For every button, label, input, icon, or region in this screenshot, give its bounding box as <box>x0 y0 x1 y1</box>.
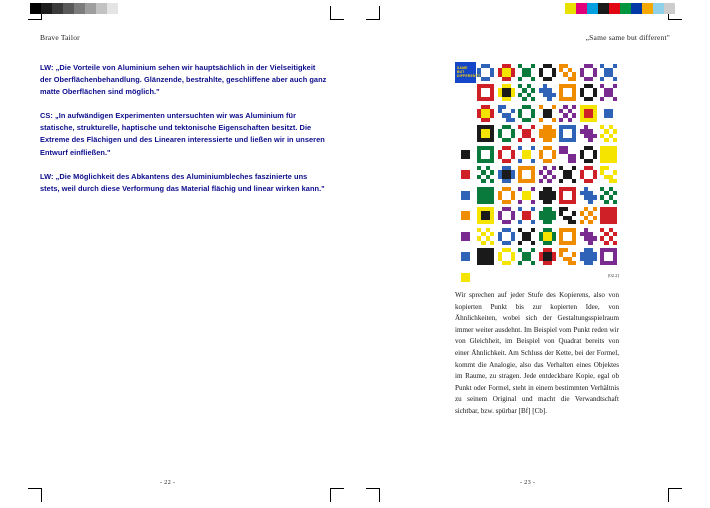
figure-badge-line: SAME <box>457 65 468 70</box>
pattern-tile <box>558 226 579 247</box>
pattern-grid-figure <box>455 62 619 288</box>
running-head-left: Brave Tailor <box>40 33 80 42</box>
pattern-tile <box>496 165 517 186</box>
pattern-tile <box>599 62 620 83</box>
pattern-tile <box>537 185 558 206</box>
pattern-tile <box>517 206 538 227</box>
grayscale-swatch <box>52 3 63 14</box>
pattern-tile <box>476 185 497 206</box>
pattern-tile <box>517 226 538 247</box>
pattern-tile <box>476 124 497 145</box>
interview-paragraph: CS: „In aufwändigen Experimenten untersuchten wir was Aluminium für statische, strukturelle, haptische und tektonische Eigenschaften besitzt. Die Extreme des Flächigen und des Linearen interessierte und ließen wir in unseren Entwurf einfließen." <box>40 111 325 157</box>
pattern-tile <box>537 226 558 247</box>
crop-mark-bottom-center-right <box>366 488 380 502</box>
grayscale-swatch <box>74 3 85 14</box>
pattern-tile <box>455 124 476 145</box>
pattern-tile <box>578 144 599 165</box>
pattern-tile <box>517 103 538 124</box>
running-head-right: „Same same but different" <box>585 33 670 42</box>
pattern-tile <box>537 247 558 268</box>
pattern-tile <box>537 165 558 186</box>
pattern-tile <box>455 83 476 104</box>
crop-mark-top-center-right <box>366 6 380 20</box>
pattern-tile <box>599 247 620 268</box>
grayscale-swatch <box>96 3 107 14</box>
interview-paragraph: LW: „Die Vorteile von Aluminium sehen wir hauptsächlich in der Vielseitigkeit der Oberflächenbehandlung. Glänzende, bestrahlte, geschliffene aber auch ganz matte Oberflächen sind möglich." <box>40 63 327 97</box>
pattern-tile <box>537 144 558 165</box>
pattern-tile <box>517 62 538 83</box>
color-swatch <box>576 3 587 14</box>
color-control-bar <box>565 3 675 14</box>
pattern-tile <box>578 62 599 83</box>
pattern-tile <box>517 144 538 165</box>
pattern-tile <box>599 185 620 206</box>
pattern-tile <box>455 206 476 227</box>
pattern-tile <box>496 103 517 124</box>
pattern-tile <box>517 247 538 268</box>
pattern-tile <box>578 185 599 206</box>
grayscale-swatch <box>107 3 118 14</box>
color-swatch <box>565 3 576 14</box>
grayscale-control-bar <box>30 3 118 14</box>
figure-block <box>455 62 619 288</box>
color-swatch <box>653 3 664 14</box>
pattern-tile <box>496 83 517 104</box>
color-swatch <box>642 3 653 14</box>
pattern-tile <box>517 124 538 145</box>
pattern-tile <box>578 247 599 268</box>
color-swatch <box>664 3 675 14</box>
figure-badge <box>455 62 481 83</box>
pattern-tile <box>455 226 476 247</box>
folio-left: - 22 - <box>160 480 176 486</box>
body-text: Wir sprechen auf jeder Stufe des Kopierens, also von kopierten Punkt bis zur kopierten Idee, von Ähnlichkeiten, wobei sich der Gestaltungsspielraum immer weiter ausdehnt. Im Beispiel vom Punkt reden wir von Gleichheit, im Beispiel von Quadrat bereits von einer Ähnlichkeit. Am Schluss der Kette, bei der Formel, kommt die Analogie, also das Verhalten eines Objektes im Raume, zu stragen. Jede entdeckbare Kopie, egal ob Punkt oder Formel, steht in einem bestimmten Verhältnis zu seinem Original und macht die Verwandtschaft sichtbar, bzw. spürbar [Bf] [Cb]. <box>455 291 619 415</box>
grayscale-swatch <box>63 3 74 14</box>
pattern-tile <box>496 226 517 247</box>
pattern-tile <box>599 165 620 186</box>
pattern-tile <box>578 226 599 247</box>
pattern-tile <box>558 144 579 165</box>
grayscale-swatch <box>85 3 96 14</box>
crop-mark-bottom-center-left <box>330 488 344 502</box>
pattern-tile <box>578 206 599 227</box>
grayscale-swatch <box>41 3 52 14</box>
pattern-tile <box>558 62 579 83</box>
pattern-tile <box>517 185 538 206</box>
pattern-tile <box>476 165 497 186</box>
pattern-tile <box>476 206 497 227</box>
pattern-tile <box>537 206 558 227</box>
folio-right: - 23 - <box>520 480 536 486</box>
pattern-tile <box>476 103 497 124</box>
figure-badge-line: DIFFERENT? <box>457 73 481 78</box>
color-swatch <box>631 3 642 14</box>
pattern-tile <box>558 206 579 227</box>
pattern-tile <box>599 124 620 145</box>
pattern-tile <box>517 83 538 104</box>
pattern-tile <box>578 124 599 145</box>
color-swatch <box>587 3 598 14</box>
pattern-tile <box>517 165 538 186</box>
grayscale-swatch <box>30 3 41 14</box>
pattern-tile <box>455 267 476 288</box>
pattern-tile <box>476 83 497 104</box>
pattern-tile <box>496 206 517 227</box>
figure-caption: [02.2] <box>607 273 619 278</box>
pattern-tile <box>599 206 620 227</box>
pattern-tile <box>578 83 599 104</box>
pattern-tile <box>537 103 558 124</box>
pattern-tile <box>578 165 599 186</box>
color-swatch <box>609 3 620 14</box>
color-swatch <box>620 3 631 14</box>
pattern-tile <box>455 185 476 206</box>
pattern-tile <box>578 103 599 124</box>
pattern-tile <box>496 144 517 165</box>
pattern-tile <box>599 226 620 247</box>
crop-mark-bottom-left <box>28 488 42 502</box>
pattern-tile <box>455 247 476 268</box>
pattern-tile <box>476 226 497 247</box>
pattern-tile <box>537 62 558 83</box>
crop-mark-bottom-right <box>668 488 682 502</box>
pattern-tile <box>455 144 476 165</box>
pattern-tile <box>558 247 579 268</box>
pattern-tile <box>537 124 558 145</box>
pattern-tile <box>455 165 476 186</box>
pattern-tile <box>496 247 517 268</box>
pattern-tile <box>599 144 620 165</box>
pattern-tile <box>476 144 497 165</box>
pattern-tile <box>558 103 579 124</box>
pattern-tile <box>599 83 620 104</box>
interview-paragraph: LW: „Die Möglichkeit des Abkantens des Aluminiumbleches faszinierte uns stets, weil durch diese Verformung das Material flächig und linear wirken kann." <box>40 171 325 193</box>
pattern-tile-grid <box>455 62 619 288</box>
pattern-tile <box>599 103 620 124</box>
pattern-tile <box>558 83 579 104</box>
pattern-tile <box>455 103 476 124</box>
pattern-tile <box>537 83 558 104</box>
figure-badge-line: BUT <box>457 69 465 74</box>
pattern-tile <box>496 62 517 83</box>
pattern-tile <box>496 185 517 206</box>
pattern-tile <box>496 124 517 145</box>
pattern-tile <box>558 124 579 145</box>
color-swatch <box>598 3 609 14</box>
crop-mark-top-center-left <box>330 6 344 20</box>
pattern-tile <box>558 165 579 186</box>
pattern-tile <box>476 247 497 268</box>
interview-text-block <box>40 62 328 207</box>
pattern-tile <box>558 185 579 206</box>
